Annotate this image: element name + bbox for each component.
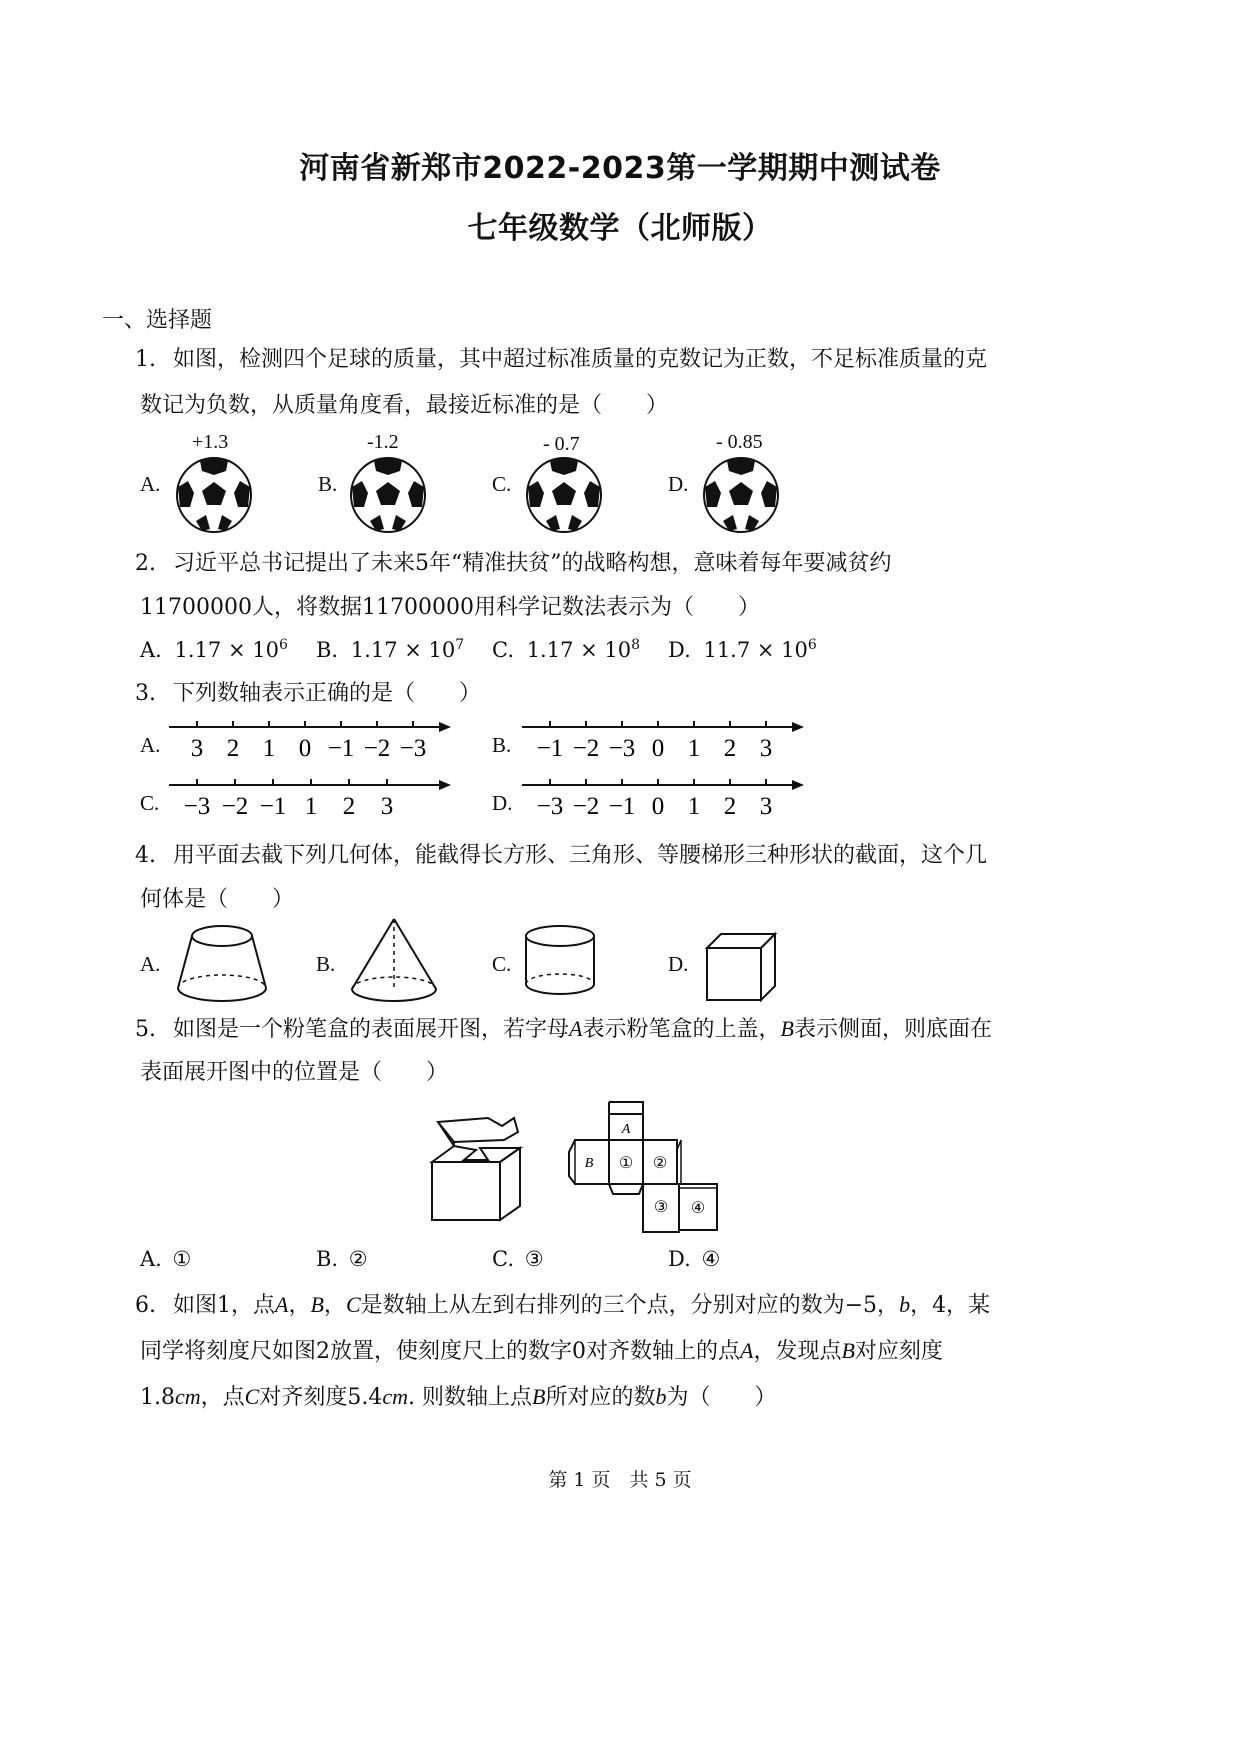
q6-text-l3b: ，点 bbox=[200, 1385, 245, 1410]
q6-text-l2a: 同学将刻度尺如图2放置，使刻度尺上的数字0对齐数轴上的点 bbox=[140, 1339, 740, 1364]
q2-option-b-base: 1.17 × 10 bbox=[350, 638, 456, 662]
number-line-tick-label: 2 bbox=[342, 793, 356, 820]
q4-option-a-label: A. bbox=[140, 952, 161, 976]
net-label-1: ① bbox=[618, 1155, 634, 1172]
q3-option-c-label: C. bbox=[140, 791, 160, 815]
q1-option-b-value: -1.2 bbox=[367, 431, 399, 453]
soccer-ball-icon bbox=[348, 455, 428, 535]
q6-text-l3f: 为（ ） bbox=[666, 1385, 777, 1410]
q4-text-line1: 用平面去截下列几何体，能截得长方形、三角形、等腰梯形三种形状的截面，这个几 bbox=[173, 843, 988, 868]
q2-option-d bbox=[668, 637, 817, 662]
number-line-tick-label: 1 bbox=[262, 735, 276, 762]
number-line-c bbox=[165, 776, 455, 828]
q5-text-line1a: 如图是一个粉笔盒的表面展开图，若字母 bbox=[173, 1017, 570, 1042]
q6-text-l2c: 对应刻度 bbox=[854, 1339, 943, 1364]
q6-var-c: C bbox=[345, 1292, 361, 1317]
q6-line-3 bbox=[140, 1373, 777, 1422]
q5-option-c bbox=[492, 1247, 544, 1271]
q3-number: 3. bbox=[135, 681, 156, 706]
q6-unit-cm-2: cm bbox=[382, 1384, 409, 1409]
question-6 bbox=[135, 1281, 990, 1330]
q6-var-b-lower: b bbox=[899, 1292, 911, 1317]
q6-text-l3e: 所对应的数 bbox=[545, 1385, 656, 1410]
q6-text-l2b: ，发现点 bbox=[753, 1339, 842, 1364]
q5-text-line2: 表面展开图中的位置是（ ） bbox=[140, 1060, 449, 1085]
q3-option-b-label: B. bbox=[492, 733, 512, 757]
q1-text-line1: 如图，检测四个足球的质量，其中超过标准质量的克数记为正数，不足标准质量的克 bbox=[173, 347, 988, 372]
q2-option-a bbox=[140, 637, 288, 662]
q6-var-a-2: A bbox=[740, 1338, 754, 1363]
q6-unit-cm-1: cm bbox=[175, 1384, 201, 1409]
q6-var-b-3: B bbox=[532, 1384, 546, 1409]
number-line-tick-label: 3 bbox=[759, 735, 773, 762]
q6-line-2 bbox=[140, 1327, 943, 1376]
net-label-b: B bbox=[584, 1156, 594, 1171]
number-line-tick-label: 2 bbox=[723, 793, 737, 820]
q6-text-l1b: 是数轴上从左到右排列的三个点，分别对应的数为−5， bbox=[360, 1293, 900, 1318]
number-line-tick-label: 1 bbox=[304, 793, 318, 820]
q3-option-d-label: D. bbox=[492, 791, 513, 815]
q1-option-a-label: A. bbox=[140, 472, 161, 496]
q2-number: 2. bbox=[135, 551, 156, 576]
q1-option-b-label: B. bbox=[318, 472, 338, 496]
q5-var-a: A bbox=[569, 1016, 583, 1041]
q6-var-b: B bbox=[310, 1292, 324, 1317]
number-line-tick-label: −3 bbox=[399, 735, 427, 762]
q6-var-c-2: C bbox=[244, 1384, 260, 1409]
number-line-tick-label: 1 bbox=[687, 793, 701, 820]
q6-text-l3d: . 则数轴上点 bbox=[408, 1385, 533, 1410]
number-line-b bbox=[518, 718, 808, 770]
question-4 bbox=[135, 832, 987, 880]
q2-option-c bbox=[492, 637, 640, 662]
q6-comma-1: ， bbox=[288, 1293, 311, 1318]
q1-option-c-label: C. bbox=[492, 472, 512, 496]
q1-number: 1. bbox=[135, 347, 156, 372]
q4-text-line2: 何体是（ ） bbox=[140, 887, 295, 912]
q5-option-b-value: ② bbox=[348, 1247, 368, 1271]
q6-text-l1c: ，4，某 bbox=[910, 1293, 991, 1318]
q5-text-line1b: 表示粉笔盒的上盖， bbox=[582, 1017, 781, 1042]
cube-icon bbox=[703, 930, 783, 1004]
q5-option-c-label: C. bbox=[492, 1247, 514, 1271]
number-line-tick-label: 3 bbox=[380, 793, 394, 820]
q2-option-a-label: A. bbox=[140, 638, 162, 662]
number-line-d bbox=[518, 776, 808, 828]
q6-comma-2: ， bbox=[323, 1293, 346, 1318]
number-line-tick-label: −2 bbox=[572, 735, 600, 762]
frustum-icon bbox=[170, 920, 275, 1005]
q1-option-d-label: D. bbox=[668, 472, 689, 496]
q5-option-d-label: D. bbox=[668, 1247, 691, 1271]
soccer-ball-icon bbox=[174, 455, 254, 535]
number-line-tick-label: −2 bbox=[221, 793, 249, 820]
q5-var-b: B bbox=[780, 1016, 794, 1041]
number-line-tick-label: 2 bbox=[226, 735, 240, 762]
q1-text-line2: 数记为负数，从质量角度看，最接近标准的是（ ） bbox=[140, 393, 669, 418]
number-line-tick-label: −2 bbox=[363, 735, 391, 762]
q2-option-b bbox=[316, 637, 464, 662]
number-line-tick-label: 3 bbox=[759, 793, 773, 820]
q5-number: 5. bbox=[135, 1017, 156, 1042]
number-line-tick-label: −3 bbox=[536, 793, 564, 820]
q1-option-a-value: +1.3 bbox=[192, 431, 229, 453]
q6-number: 6. bbox=[135, 1293, 156, 1318]
q5-option-a-value: ① bbox=[172, 1247, 192, 1271]
number-line-a bbox=[165, 718, 455, 770]
q1-option-c-value: - 0.7 bbox=[543, 433, 580, 455]
number-line-tick-label: 0 bbox=[651, 735, 665, 762]
q5-option-a bbox=[140, 1247, 191, 1271]
q1-options bbox=[0, 425, 1240, 540]
box-net-diagram bbox=[565, 1100, 725, 1236]
number-line-tick-label: −1 bbox=[608, 793, 636, 820]
net-label-4: ④ bbox=[690, 1200, 706, 1217]
q4-option-b-label: B. bbox=[316, 952, 336, 976]
q6-text-l3c: 对齐刻度5.4 bbox=[259, 1385, 383, 1410]
q5-option-a-label: A. bbox=[140, 1247, 162, 1271]
number-line-tick-label: −2 bbox=[572, 793, 600, 820]
section-heading: 一、选择题 bbox=[102, 308, 213, 333]
number-line-tick-label: −3 bbox=[183, 793, 211, 820]
q1-option-d-value: - 0.85 bbox=[716, 431, 763, 453]
q4-option-c-label: C. bbox=[492, 952, 512, 976]
q5-text-line1c: 表示侧面，则底面在 bbox=[793, 1017, 992, 1042]
q2-option-d-base: 11.7 × 10 bbox=[703, 638, 808, 662]
q2-option-a-exp: 6 bbox=[278, 637, 288, 653]
q5-option-d bbox=[668, 1247, 720, 1271]
cone-icon bbox=[346, 915, 442, 1007]
q2-option-c-base: 1.17 × 10 bbox=[526, 638, 632, 662]
page-title: 河南省新郑市2022-2023第一学期期中测试卷 bbox=[299, 151, 941, 186]
soccer-ball-icon bbox=[701, 455, 781, 535]
net-label-3: ③ bbox=[653, 1199, 669, 1216]
q2-text-line1: 习近平总书记提出了未来5年“精准扶贫”的战略构想，意味着每年要减贫约 bbox=[173, 551, 892, 576]
q6-var-b-2: B bbox=[841, 1338, 855, 1363]
q2-option-c-label: C. bbox=[492, 638, 514, 662]
q3-text: 下列数轴表示正确的是（ ） bbox=[173, 681, 482, 706]
page-footer: 第 1 页 共 5 页 bbox=[548, 1469, 692, 1491]
question-5 bbox=[135, 1005, 992, 1054]
question-3 bbox=[135, 670, 481, 718]
q6-text-l3a: 1.8 bbox=[140, 1385, 175, 1410]
number-line-tick-label: 3 bbox=[190, 735, 204, 762]
q2-text-line2: 11700000人，将数据11700000用科学记数法表示为（ ） bbox=[140, 595, 760, 620]
question-2 bbox=[135, 540, 892, 588]
chalk-box-icon bbox=[428, 1112, 528, 1224]
q2-option-d-exp: 6 bbox=[807, 637, 817, 653]
number-line-tick-label: 1 bbox=[687, 735, 701, 762]
net-label-a: A bbox=[621, 1122, 631, 1137]
number-line-tick-label: −3 bbox=[608, 735, 636, 762]
q4-option-d-label: D. bbox=[668, 952, 689, 976]
soccer-ball-icon bbox=[524, 455, 604, 535]
cylinder-icon bbox=[520, 922, 600, 1002]
number-line-tick-label: 0 bbox=[298, 735, 312, 762]
number-line-tick-label: −1 bbox=[259, 793, 287, 820]
q5-option-b-label: B. bbox=[316, 1247, 339, 1271]
q6-text-l1a: 如图1，点 bbox=[173, 1293, 275, 1318]
q2-option-c-exp: 8 bbox=[631, 637, 641, 653]
q5-option-d-value: ④ bbox=[701, 1247, 721, 1271]
q2-option-b-label: B. bbox=[316, 638, 339, 662]
number-line-tick-label: −1 bbox=[327, 735, 355, 762]
net-label-2: ② bbox=[652, 1155, 668, 1172]
q2-option-a-base: 1.17 × 10 bbox=[174, 638, 279, 662]
page-subtitle: 七年级数学（北师版） bbox=[467, 211, 773, 246]
q5-option-b bbox=[316, 1247, 368, 1271]
q6-var-b-lower-2: b bbox=[655, 1384, 667, 1409]
q2-option-d-label: D. bbox=[668, 638, 691, 662]
question-1 bbox=[135, 336, 987, 384]
q4-number: 4. bbox=[135, 843, 156, 868]
number-line-tick-label: 0 bbox=[651, 793, 665, 820]
q5-option-c-value: ③ bbox=[524, 1247, 544, 1271]
q2-option-b-exp: 7 bbox=[455, 637, 465, 653]
number-line-tick-label: 2 bbox=[723, 735, 737, 762]
number-line-tick-label: −1 bbox=[536, 735, 564, 762]
q3-option-a-label: A. bbox=[140, 733, 161, 757]
q6-var-a: A bbox=[275, 1292, 289, 1317]
